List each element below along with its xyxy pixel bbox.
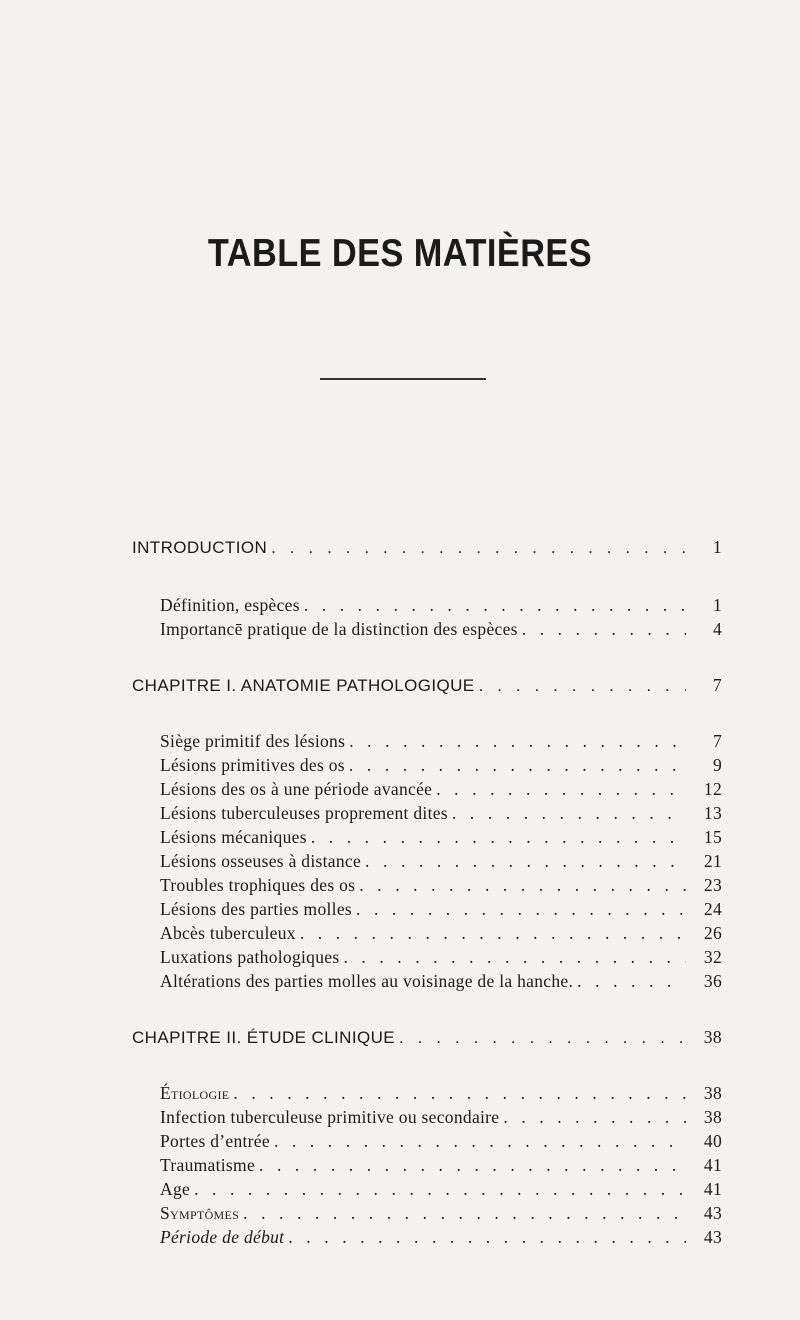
toc-entry xyxy=(160,899,722,920)
dot-leader xyxy=(359,875,686,896)
toc-entry-page: 36 xyxy=(703,971,722,991)
toc-entry-label: Lésions mécaniques xyxy=(160,827,307,847)
toc-entry xyxy=(160,1107,722,1128)
toc-entry-chapitre-1 xyxy=(132,675,722,696)
toc-entry-label: Lésions des os à une période avancée xyxy=(160,779,433,799)
toc-entry xyxy=(160,755,722,776)
toc-entry-page: 4 xyxy=(712,619,722,639)
toc-entry-introduction xyxy=(132,537,722,558)
dot-leader xyxy=(300,923,686,944)
toc-entry-page: 15 xyxy=(703,827,722,847)
toc-entry-page: 26 xyxy=(703,923,722,943)
toc-entry-label: INTRODUCTION xyxy=(132,538,268,557)
toc-entry-label: Altérations des parties molles au voisinage de la hanche. xyxy=(160,971,574,991)
toc-entry-page: 43 xyxy=(703,1203,722,1223)
toc-entry-label: Lésions osseuses à distance xyxy=(160,851,362,871)
dot-leader xyxy=(522,619,686,640)
dot-leader xyxy=(259,1155,686,1176)
dot-leader xyxy=(365,851,686,872)
toc-entry-chapitre-2 xyxy=(132,1027,722,1048)
toc-entry-page: 1 xyxy=(712,595,722,615)
toc-entry-page: 23 xyxy=(703,875,722,895)
toc-entry-definition xyxy=(160,595,722,616)
toc-entry xyxy=(160,731,722,752)
toc-entry-label: Lésions tuberculeuses proprement dites xyxy=(160,803,448,823)
dot-leader xyxy=(311,827,686,848)
toc-entry-page: 38 xyxy=(703,1107,722,1127)
toc-entry-label: Traumatisme xyxy=(160,1155,256,1175)
toc-entry-label: CHAPITRE I. ANATOMIE PATHOLOGIQUE xyxy=(132,676,475,695)
dot-leader xyxy=(274,1131,686,1152)
toc-entry xyxy=(160,1227,722,1248)
toc-entry-page: 24 xyxy=(703,899,722,919)
dot-leader xyxy=(452,803,686,824)
dot-leader xyxy=(288,1227,686,1248)
page-title: TABLE DES MATIÈRES xyxy=(207,232,593,275)
toc-entry-page: 32 xyxy=(703,947,722,967)
dot-leader xyxy=(479,676,686,696)
toc-entry-label: Siège primitif des lésions xyxy=(160,731,346,751)
toc-entry-label: Lésions primitives des os xyxy=(160,755,345,775)
toc-entry-label: Étiologie xyxy=(160,1083,230,1103)
toc-entry xyxy=(160,803,722,824)
toc-entry-page: 43 xyxy=(703,1227,722,1247)
toc-entry xyxy=(160,1083,722,1104)
toc-entry-label: Période de début xyxy=(160,1227,285,1247)
toc-entry xyxy=(160,1179,722,1200)
toc-entry xyxy=(160,947,722,968)
toc-entry-label: Définition, espèces xyxy=(160,595,300,615)
toc-entry-page: 38 xyxy=(703,1027,722,1047)
dot-leader xyxy=(503,1107,686,1128)
dot-leader xyxy=(304,595,686,616)
dot-leader xyxy=(343,947,686,968)
toc-entry xyxy=(160,827,722,848)
toc-entry-label: Portes d’entrée xyxy=(160,1131,270,1151)
toc-entry-page: 7 xyxy=(712,675,722,695)
title-rule xyxy=(320,378,486,380)
dot-leader xyxy=(577,971,686,992)
toc-entry-page: 40 xyxy=(703,1131,722,1151)
dot-leader xyxy=(356,899,686,920)
toc-entry xyxy=(160,779,722,800)
toc-entry-label: Age xyxy=(160,1179,191,1199)
toc-entry-label: CHAPITRE II. ÉTUDE CLINIQUE xyxy=(132,1028,396,1047)
toc-entry xyxy=(160,851,722,872)
toc-entry xyxy=(160,1131,722,1152)
dot-leader xyxy=(399,1028,686,1048)
toc-entry-label: Abcès tuberculeux xyxy=(160,923,296,943)
toc-entry-importance xyxy=(160,619,722,640)
toc-entry-label: Luxations pathologiques xyxy=(160,947,340,967)
toc-entry xyxy=(160,875,722,896)
toc-entry-page: 7 xyxy=(712,731,722,751)
toc-entry xyxy=(160,971,722,992)
toc-entry-label: Troubles trophiques des os xyxy=(160,875,356,895)
toc-entry-page: 12 xyxy=(703,779,722,799)
toc-entry-label: Infection tuberculeuse primitive ou secondaire xyxy=(160,1107,500,1127)
dot-leader xyxy=(233,1083,686,1104)
toc-entry xyxy=(160,1203,722,1224)
toc-entry-label: Lésions des parties molles xyxy=(160,899,353,919)
dot-leader xyxy=(436,779,686,800)
toc-entry-page: 41 xyxy=(703,1179,722,1199)
toc-entry-page: 1 xyxy=(712,537,722,557)
toc-entry-page: 9 xyxy=(712,755,722,775)
toc-entry-page: 38 xyxy=(703,1083,722,1103)
toc-entry-label: Importancē pratique de la distinction des espèces xyxy=(160,619,518,639)
dot-leader xyxy=(243,1203,686,1224)
toc-entry-page: 21 xyxy=(703,851,722,871)
dot-leader xyxy=(349,755,686,776)
dot-leader xyxy=(194,1179,686,1200)
toc-entry-page: 41 xyxy=(703,1155,722,1175)
toc-entry xyxy=(160,923,722,944)
toc-entry-page: 13 xyxy=(703,803,722,823)
toc-entry xyxy=(160,1155,722,1176)
dot-leader xyxy=(349,731,686,752)
toc-entry-label: Symptômes xyxy=(160,1203,240,1223)
dot-leader xyxy=(271,538,686,558)
